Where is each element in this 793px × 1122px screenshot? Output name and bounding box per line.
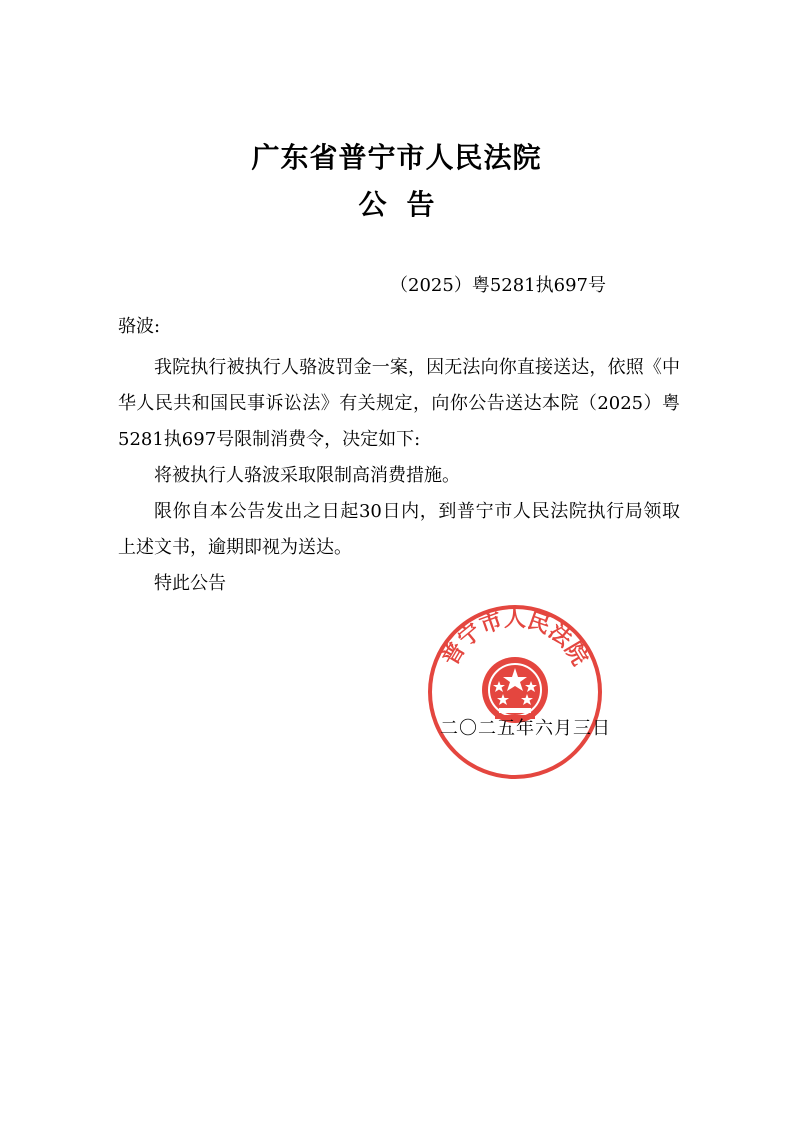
case-number: （2025）粤5281执697号 [390, 275, 606, 296]
court-name-title: 广东省普宁市人民法院 [251, 141, 542, 174]
notice-body [118, 350, 680, 602]
paragraph-deadline: 限你自本公告发出之日起30日内，到普宁市人民法院执行局领取上述文书，逾期即视为送达。 [118, 501, 680, 558]
paragraph-closing: 特此公告 [154, 573, 226, 594]
notice-title: 公告 [358, 188, 455, 221]
paragraph-main: 我院执行被执行人骆波罚金一案，因无法向你直接送达，依照《中华人民共和国民事诉讼法》有关规定，向你公告送达本院（2025）粤5281执697号限制消费令，决定如下: [118, 357, 680, 450]
seal-text: 普宁市人民法院 [438, 607, 592, 670]
addressee: 骆波: [118, 316, 161, 337]
court-seal-icon [425, 602, 605, 782]
issue-date: 二〇二五年六月三日 [440, 718, 611, 739]
paragraph-measure: 将被执行人骆波采取限制高消费措施。 [154, 465, 460, 486]
